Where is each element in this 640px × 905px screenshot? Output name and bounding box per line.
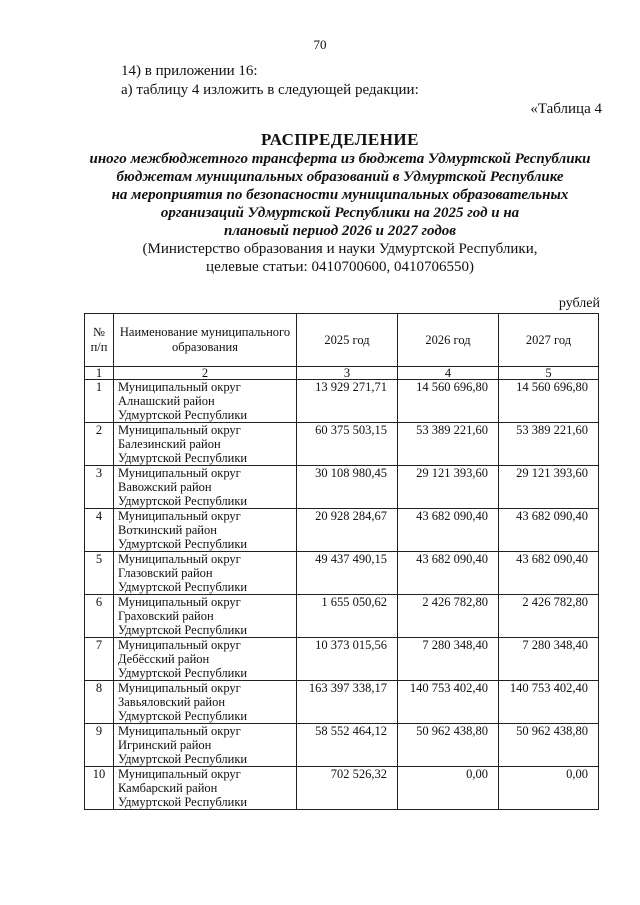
amount-2027: 7 280 348,40: [499, 638, 599, 681]
table-body: [85, 367, 599, 810]
header-2026: 2026 год: [398, 314, 499, 367]
municipality-line-1: Муниципальный округ: [118, 380, 241, 394]
table-reference: «Таблица 4: [530, 101, 602, 117]
amount-2025: 20 928 284,67: [297, 509, 398, 552]
amendment-subitem: а) таблицу 4 изложить в следующей редакции:: [121, 82, 419, 98]
amount-2025: 58 552 464,12: [297, 724, 398, 767]
municipality-name: [114, 681, 297, 724]
municipality-line-1: Муниципальный округ: [118, 509, 241, 523]
amount-2026: 53 389 221,60: [398, 423, 499, 466]
page-number: 70: [313, 37, 327, 52]
amount-2026: 140 753 402,40: [398, 681, 499, 724]
row-number: 10: [85, 767, 114, 810]
column-number: 2: [114, 367, 297, 380]
amount-2027: 140 753 402,40: [499, 681, 599, 724]
municipality-line-3: Удмуртской Республики: [118, 666, 248, 680]
municipality-name: [114, 724, 297, 767]
heading-line-3: на мероприятия по безопасности муниципальных образовательных: [111, 187, 569, 203]
row-number: 1: [85, 380, 114, 423]
table-row: [85, 423, 599, 466]
municipality-line-3: Удмуртской Республики: [118, 580, 248, 594]
heading-line-4: организаций Удмуртской Республики на 2025 год и на: [160, 205, 520, 221]
amount-2025: 163 397 338,17: [297, 681, 398, 724]
municipality-name: [114, 423, 297, 466]
amount-2025: 1 655 050,62: [297, 595, 398, 638]
document-heading: [60, 131, 620, 276]
amount-2027: 43 682 090,40: [499, 509, 599, 552]
municipality-line-1: Муниципальный округ: [118, 638, 241, 652]
heading-line-7: целевые статьи: 0410700600, 0410706550): [206, 259, 474, 275]
amount-2027: 50 962 438,80: [499, 724, 599, 767]
municipality-name: [114, 380, 297, 423]
municipality-line-2: Алнашский район: [118, 394, 215, 408]
municipality-line-2: Вавожский район: [118, 480, 212, 494]
column-number: 4: [398, 367, 499, 380]
municipality-line-3: Удмуртской Республики: [118, 623, 248, 637]
row-number: 4: [85, 509, 114, 552]
header-2027: 2027 год: [499, 314, 599, 367]
municipality-name: [114, 466, 297, 509]
amount-2026: 29 121 393,60: [398, 466, 499, 509]
amount-2025: 10 373 015,56: [297, 638, 398, 681]
municipality-line-3: Удмуртской Республики: [118, 795, 248, 809]
amount-2027: 43 682 090,40: [499, 552, 599, 595]
amount-2026: 43 682 090,40: [398, 552, 499, 595]
municipality-line-1: Муниципальный округ: [118, 595, 241, 609]
header-2025: 2025 год: [297, 314, 398, 367]
row-number: 2: [85, 423, 114, 466]
distribution-table: [84, 313, 599, 810]
amount-2026: 50 962 438,80: [398, 724, 499, 767]
amount-2027: 29 121 393,60: [499, 466, 599, 509]
municipality-line-3: Удмуртской Республики: [118, 408, 248, 422]
row-number: 8: [85, 681, 114, 724]
amount-2027: 14 560 696,80: [499, 380, 599, 423]
municipality-line-2: Балезинский район: [118, 437, 221, 451]
municipality-line-1: Муниципальный округ: [118, 466, 241, 480]
municipality-line-3: Удмуртской Республики: [118, 709, 248, 723]
municipality-line-2: Завьяловский район: [118, 695, 226, 709]
amount-2025: 702 526,32: [297, 767, 398, 810]
column-number: 5: [499, 367, 599, 380]
table-header-row: [85, 314, 599, 367]
heading-line-6: (Министерство образования и науки Удмуртской Республики,: [142, 241, 538, 257]
amount-2025: 30 108 980,45: [297, 466, 398, 509]
table-row: [85, 552, 599, 595]
municipality-name: [114, 638, 297, 681]
header-municipality: Наименование муниципального образования: [114, 314, 297, 367]
column-number: 3: [297, 367, 398, 380]
amount-2026: 7 280 348,40: [398, 638, 499, 681]
municipality-name: [114, 509, 297, 552]
amount-2026: 14 560 696,80: [398, 380, 499, 423]
municipality-name: [114, 552, 297, 595]
row-number: 7: [85, 638, 114, 681]
row-number: 9: [85, 724, 114, 767]
heading-line-2: бюджетам муниципальных образований в Удмуртской Республике: [116, 169, 564, 185]
table-row: [85, 595, 599, 638]
row-number: 5: [85, 552, 114, 595]
municipality-line-1: Муниципальный округ: [118, 552, 241, 566]
municipality-line-2: Дебёсский район: [118, 652, 210, 666]
municipality-line-1: Муниципальный округ: [118, 423, 241, 437]
amount-2026: 2 426 782,80: [398, 595, 499, 638]
heading-line-1: иного межбюджетного трансферта из бюджета Удмуртской Республики: [89, 151, 591, 167]
row-number: 3: [85, 466, 114, 509]
table-row: [85, 767, 599, 810]
municipality-line-3: Удмуртской Республики: [118, 451, 248, 465]
column-number: 1: [85, 367, 114, 380]
table-row: [85, 681, 599, 724]
municipality-line-2: Глазовский район: [118, 566, 213, 580]
amount-2025: 13 929 271,71: [297, 380, 398, 423]
table-row: [85, 380, 599, 423]
units-label: рублей: [558, 296, 600, 311]
amount-2027: 2 426 782,80: [499, 595, 599, 638]
amount-2027: 0,00: [499, 767, 599, 810]
municipality-line-2: Камбарский район: [118, 781, 218, 795]
amount-2026: 0,00: [398, 767, 499, 810]
municipality-line-2: Игринский район: [118, 738, 212, 752]
table-row: [85, 509, 599, 552]
heading-title: РАСПРЕДЕЛЕНИЕ: [261, 130, 419, 149]
row-number: 6: [85, 595, 114, 638]
municipality-line-1: Муниципальный округ: [118, 767, 241, 781]
amount-2025: 60 375 503,15: [297, 423, 398, 466]
municipality-line-2: Воткинский район: [118, 523, 217, 537]
municipality-name: [114, 767, 297, 810]
header-number: № п/п: [85, 314, 114, 367]
heading-line-5: плановый период 2026 и 2027 годов: [224, 223, 456, 239]
municipality-line-2: Граховский район: [118, 609, 214, 623]
municipality-line-3: Удмуртской Республики: [118, 537, 248, 551]
column-number-row: [85, 367, 599, 380]
amount-2026: 43 682 090,40: [398, 509, 499, 552]
table-row: [85, 724, 599, 767]
amount-2027: 53 389 221,60: [499, 423, 599, 466]
municipality-line-1: Муниципальный округ: [118, 681, 241, 695]
municipality-line-1: Муниципальный округ: [118, 724, 241, 738]
municipality-line-3: Удмуртской Республики: [118, 494, 248, 508]
table-row: [85, 638, 599, 681]
municipality-name: [114, 595, 297, 638]
municipality-line-3: Удмуртской Республики: [118, 752, 248, 766]
amount-2025: 49 437 490,15: [297, 552, 398, 595]
amendment-item: 14) в приложении 16:: [121, 63, 258, 79]
table-row: [85, 466, 599, 509]
